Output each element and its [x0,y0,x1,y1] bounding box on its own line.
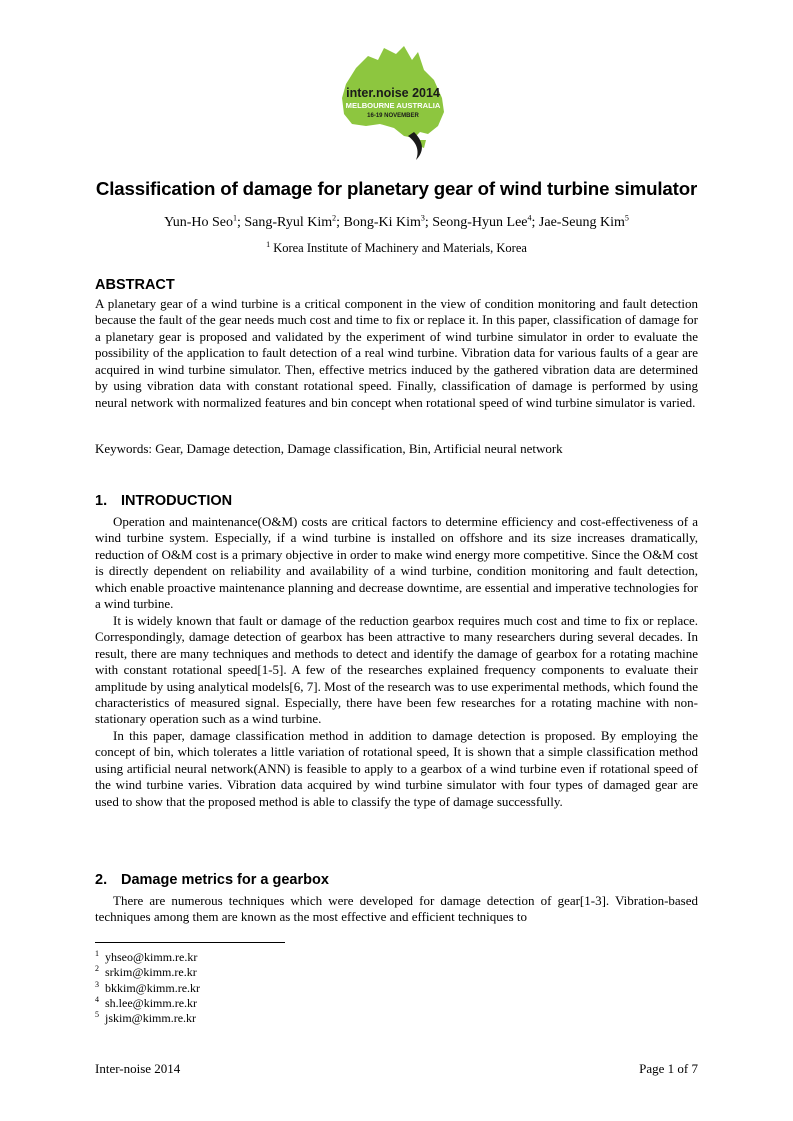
affiliation-text: Korea Institute of Machinery and Materials, Korea [273,241,527,255]
footnote: $^2$ srkim@kimm.re.kr [95,964,197,980]
affiliation [0,241,793,256]
footer-page-number: Page 1 of 7 [639,1061,698,1076]
section-number: 1. [95,493,108,509]
footnote-list [95,950,200,1026]
conference-logo [334,40,452,165]
section-1-body [95,514,698,810]
footnote-email: sh.lee@kimm.re.kr [105,995,198,1010]
footnote-email: bkkim@kimm.re.kr [105,980,201,995]
footnote: $^1$ yhseo@kimm.re.kr [95,949,198,964]
section-2-heading [95,872,329,888]
paragraph: Operation and maintenance(O&M) costs are critical factors to determine efficiency and cost-effectiveness of a wind turbine system. Especially, if a wind turbine is installed on offshore and its size increases dramatically, reduction of O&M cost is a primary objective in order to make wind energy more competitive. Since the O&M cost is directly dependent on reliability and availability of a wind turbine, condition monitoring and fault detection, which enable proactive maintenance planning and decrease downtime, are essential and imperative technologies for a wind turbine. [95,514,698,612]
author-mark: 1 [232,213,237,223]
australia-map-icon [334,40,452,165]
author-mark: 3 [420,213,425,223]
paragraph: It is widely known that fault or damage of the reduction gearbox requires much cost and time to fix or replace. Correspondingly, damage detection of gearbox has been attractive to many researchers during several decades. In result, there are many techniques and methods to detect and identify the damage of gearbox for a rotating machine with constant rotational speed[1-5]. A few of the researches explained frequency components to evaluate their amplitude by using analytical models[6, 7]. Most of the research was to use experimental methods, which found the characteristics of measured signal. Especially, there have been few researches for a rotating machine with non-stationary operation such as a wind turbine. [95,612,698,727]
keywords-text: Keywords: Gear, Damage detection, Damage classification, Bin, Artificial neural network [95,441,563,456]
logo-line-3: 16-19 NOVEMBER [367,113,419,119]
keywords [95,441,698,457]
author-mark: 4 [527,213,532,223]
section-2-body [95,893,698,926]
author-name: Yun-Ho Seo [164,215,233,230]
affiliation-mark: 1 [266,239,271,249]
footnote: $^5$ jskim@kimm.re.kr [95,1010,197,1026]
author-name: Bong-Ki Kim [343,215,421,230]
paragraph: There are numerous techniques which were developed for damage detection of gear[1-3]. Vibration-based techniques among them are known as the most effective and efficient techniques to [95,893,698,925]
section-title: Damage metrics for a gearbox [121,872,329,888]
footnote-email: yhseo@kimm.re.kr [105,950,198,964]
footnote: $^3$ bkkim@kimm.re.kr [95,979,201,995]
author-list: Yun-Ho Seo$^1$; Sang-Ryul Kim$^2$; Bong-Ki Kim$^3$; Seong-Hyun Lee$^4$; Jae-Seung Kim$^5$ [164,213,629,230]
footnote-email: jskim@kimm.re.kr [105,1011,197,1026]
abstract-heading: ABSTRACT [95,277,175,293]
section-1-heading [95,493,232,509]
footer-conference: Inter-noise 2014 [95,1061,181,1076]
paragraph: In this paper, damage classification method in addition to damage detection is proposed. By employing the concept of bin, which tolerates a little variation of rotational speed, It is shown that a simple classification method using artificial neural network(ANN) is feasible to apply to a gearbox of a wind turbine even if rotational speed of the wind turbine varies. Vibration data acquired by wind turbine simulator with four types of damaged gear are used to show that the proposed method is able to classify the type of damage successfully. [95,727,698,809]
author-name: Jae-Seung Kim [538,215,625,230]
author-name: Seong-Hyun Lee [432,215,528,230]
author-mark: 2 [332,213,337,223]
logo-line-2: MELBOURNE AUSTRALIA [345,101,441,110]
footnote: $^4$ sh.lee@kimm.re.kr [95,994,198,1010]
author-name: Sang-Ryul Kim [244,215,333,230]
section-number: 2. [95,872,108,888]
paper-title: Classification of damage for planetary gear of wind turbine simulator [95,178,698,199]
footnote-email: srkim@kimm.re.kr [105,965,197,980]
abstract-text: A planetary gear of a wind turbine is a critical component in the view of condition monitoring and fault detection because the fault of the gear needs much cost and time to fix or replace it. In this paper, classification of damage for a planetary gear is proposed and validated by the experiment of wind turbine simulator in order to evaluate the possibility of the application to fault detection of a real wind turbine. Vibration data for various faults of a gear are acquired in wind turbine simulator. Then, effective metrics induced by the gathered vibration data are determined by using vibration data with constant rotational speed. Finally, classification of damage is performed by using neural network with normalized features and bin concept when rotational speed of wind turbine simulator is varied. [95,296,698,410]
section-title: INTRODUCTION [121,493,233,509]
author-mark: 5 [624,213,629,223]
logo-line-1: inter.noise 2014 [346,86,440,100]
abstract-body [95,296,698,411]
footnote-divider [95,942,285,943]
